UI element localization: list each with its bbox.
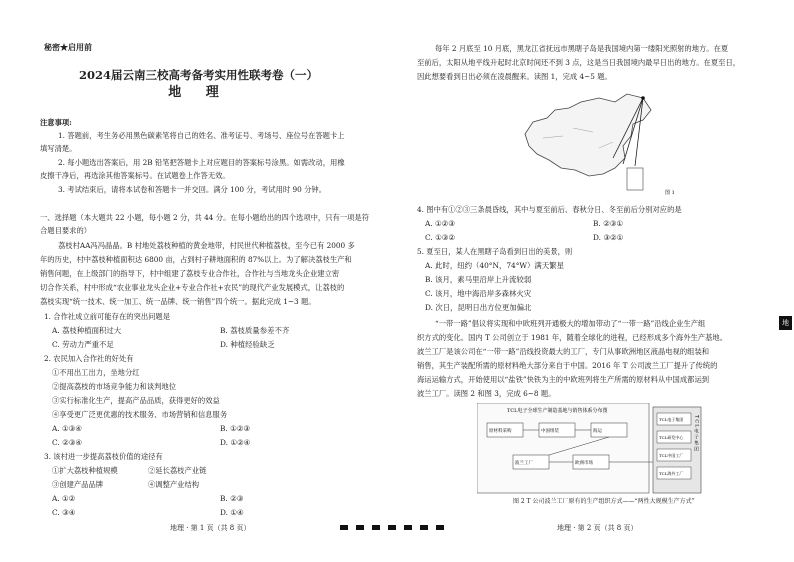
q2-option-d[interactable]: D. ①②④ <box>220 438 251 447</box>
q3-option-c[interactable]: C. ③④ <box>52 508 76 517</box>
heixiazi-island-marker <box>641 96 645 100</box>
figure-1-label: 图 1 <box>665 190 675 196</box>
flow-box-3-label: 海运 <box>593 429 602 434</box>
side-box-2-label: TCL研发中心 <box>659 435 684 440</box>
passage2-line: 波兰工厂是该公司在“一带一路”沿线投资最大的工厂，专门从事欧洲地区液晶电视的组装和 <box>417 347 710 356</box>
divider-mark <box>372 525 380 530</box>
note-line: 填写清楚。 <box>40 144 77 153</box>
question-1-stem: 1. 合作社成立前可能存在的突出问题是 <box>44 312 171 321</box>
q1-option-d[interactable]: D. 种植经验缺乏 <box>220 340 275 349</box>
passage2-line: 销售，其生产装配所需的原材料绝大部分来自于中国。2016 年 T 公司波兰工厂提升了传统的 <box>417 361 718 370</box>
right-page <box>397 0 794 562</box>
note-line: 3. 考试结束后，请将本试卷和答题卡一并交回。满分 100 分，考试用时 90 分钟。 <box>58 185 326 194</box>
passage-line: 年的历史，村中荔枝种植面积达 6800 亩，占到村子耕地面积的 87%以上。为了解决荔枝生产和 <box>40 255 352 264</box>
note-line: 皮擦干净后，再选涂其他答案标号。在试题卷上作答无效。 <box>40 171 230 180</box>
intro-line: 因此想要看到日出必须在凌晨醒来。读图 1，完成 4~5 题。 <box>417 72 612 81</box>
diagram-frame <box>477 403 649 493</box>
q2-option-c[interactable]: C. ②③④ <box>52 438 82 447</box>
q3-option-b[interactable]: B. ②③ <box>220 494 244 503</box>
q5-option-b[interactable]: B. 该月，素马里沿岸上升流较弱 <box>425 275 532 284</box>
subject-side-tab: 地理 <box>779 316 792 330</box>
passage-line: 销售问题，在上级部门的指导下，村中组建了荔枝专业合作社，合作社与当地龙头企业建立密 <box>40 269 340 278</box>
q2-option-b[interactable]: B. ①②③ <box>220 424 251 433</box>
q4-option-b[interactable]: B. ②③① <box>593 219 624 228</box>
flow-box-4-label: 波兰工厂 <box>515 461 533 466</box>
q3-item: ④调整产业结构 <box>148 480 200 489</box>
section-heading: 一、选择题（本大题共 22 小题，每小题 2 分，共 44 分。在每小题给出的四个选项中，只有一项是符 <box>40 213 370 222</box>
divider-mark <box>340 525 348 530</box>
passage2-line: 织方式的变化。国内 T 公司创立于 1981 年，随着全球化的进程，已经形成多个海外生产基地。 <box>417 333 727 342</box>
south-china-sea-inset <box>627 168 643 190</box>
flow-box-5-label: 欧洲市场 <box>575 461 593 466</box>
intro-line: 每年 2 月底至 10 月底，黑龙江省抚远市黑瞎子岛是我国境内第一缕阳光照射的地方。在夏 <box>435 44 729 53</box>
figure-2-production-diagram <box>477 403 707 501</box>
passage-line: 切合作关系，村中形成“农业事业龙头企业+专业合作社+农民”的现代产业发展模式，让荔枝的 <box>40 283 345 292</box>
q1-option-b[interactable]: B. 荔枝质量参差不齐 <box>220 326 290 335</box>
page-footer: 地理 · 第 1 页（共 8 页） <box>170 524 251 532</box>
q3-option-d[interactable]: D. ①④ <box>220 508 244 517</box>
passage2-line: “一带一路”倡议将实现和中欧班列开通极大的增加带动了“一带一路”沿线企业生产组 <box>435 319 706 328</box>
q1-option-a[interactable]: A. 荔枝种植面积过大 <box>52 326 122 335</box>
question-4-stem: 4. 图中有①②③三条晨昏线，其中与夏至前后、春秋分日、冬至前后分别对应的是 <box>417 205 682 214</box>
question-3-stem: 3. 该村进一步提高荔枝价值的途径有 <box>44 452 163 461</box>
q1-option-c[interactable]: C. 劳动力严重不足 <box>52 340 114 349</box>
notes-heading: 注意事项: <box>40 118 72 127</box>
q3-item: ②延长荔枝产业链 <box>148 466 207 475</box>
divider-mark <box>388 525 396 530</box>
q2-item: ①不用出工出力，坐地分红 <box>52 368 140 377</box>
side-box-4-label: TCL海外工厂 <box>659 471 684 476</box>
divider-mark <box>356 525 364 530</box>
subject-title: 地 理 <box>168 85 229 100</box>
q4-option-a[interactable]: A. ①②③ <box>425 219 455 228</box>
q5-option-c[interactable]: C. 该月，地中海沿岸多森林火灾 <box>425 289 532 298</box>
passage2-line: 波兰工厂。读图 2 和图 3，完成 6~8 题。 <box>417 389 556 398</box>
passage2-line: 海运运输方式，开始使用以“盐铁”快铁为主的中欧班列将生产所需的原材料从中国成都运到 <box>417 375 710 384</box>
passage-line: 荔枝村AA冯冯晶晶。B 村地处荔枝种植的黄金地带，村民世代种植荔枝，至今已有 2000 多 <box>58 241 355 250</box>
question-5-stem: 5. 夏至日，某人在黑瞎子岛看到日出的美景，则 <box>417 247 573 256</box>
question-2-stem: 2. 农民加入合作社的好处有 <box>44 354 134 363</box>
q3-option-a[interactable]: A. ①② <box>52 494 76 503</box>
note-line: 2. 每小题选出答案后，用 2B 铅笔把答题卡上对应题目的答案标号涂黑。如需改动，用橡 <box>58 158 345 167</box>
confidential-label: 秘密★启用前 <box>44 42 92 52</box>
q4-option-d[interactable]: D. ③②① <box>593 233 624 242</box>
q2-item: ④享受更广泛更优惠的技术服务、市场营销和信息服务 <box>52 410 228 419</box>
section-heading-cont: 合题目要求的） <box>40 226 92 235</box>
q4-option-c[interactable]: C. ①③② <box>425 233 455 242</box>
flow-box-1-label: 原材料采购 <box>489 429 512 434</box>
note-line: 1. 答题前，考生务必用黑色碳素笔将自己的姓名、准考证号、考场号、座位号在答题卡上 <box>58 131 345 140</box>
exam-title: 2024届云南三校高考备考实用性联考卷（一） <box>78 68 318 82</box>
page-footer: 地理 · 第 2 页（共 8 页） <box>557 524 638 532</box>
q5-option-a[interactable]: A. 此时，纽约（40°N，74°W）满天繁星 <box>425 261 564 270</box>
figure-caption: 图 2 T 公司波兰工厂原有的生产组织方式——“两性大规模生产方式” <box>513 498 695 505</box>
q2-item: ②提高荔枝的市场竞争能力和谈判地位 <box>52 382 177 391</box>
side-box-1-label: TCL电子集团 <box>659 417 684 422</box>
q3-item: ①扩大荔枝种植规模 <box>52 466 118 475</box>
intro-line: 至前后，太阳从地平线升起时北京时间还不到 3 点，这是当日我国境内最早日出的地方。在夏至日， <box>417 58 741 67</box>
figure-1-china-map <box>503 88 683 196</box>
q2-item: ③实行标准化生产，提高产品品质，获得更好的效益 <box>52 396 220 405</box>
q5-option-d[interactable]: D. 次日，昆明日出方位更加偏北 <box>425 303 532 312</box>
diagram-title: TCL电子全球生产制造基地与销售体系分布图 <box>507 408 608 414</box>
q2-option-a[interactable]: A. ①③④ <box>52 424 82 433</box>
vertical-label: T C L 电 子 集 团 <box>693 415 699 452</box>
passage-line: 荔枝实现“统一技术、统一加工、统一品牌、统一销售”四个统一。据此完成 1~3 题。 <box>40 297 316 306</box>
side-box-3-label: TCL中国工厂 <box>659 453 684 458</box>
flow-box-2-label: 中国组装 <box>541 429 559 434</box>
q3-item: ③创建产品品牌 <box>52 480 104 489</box>
